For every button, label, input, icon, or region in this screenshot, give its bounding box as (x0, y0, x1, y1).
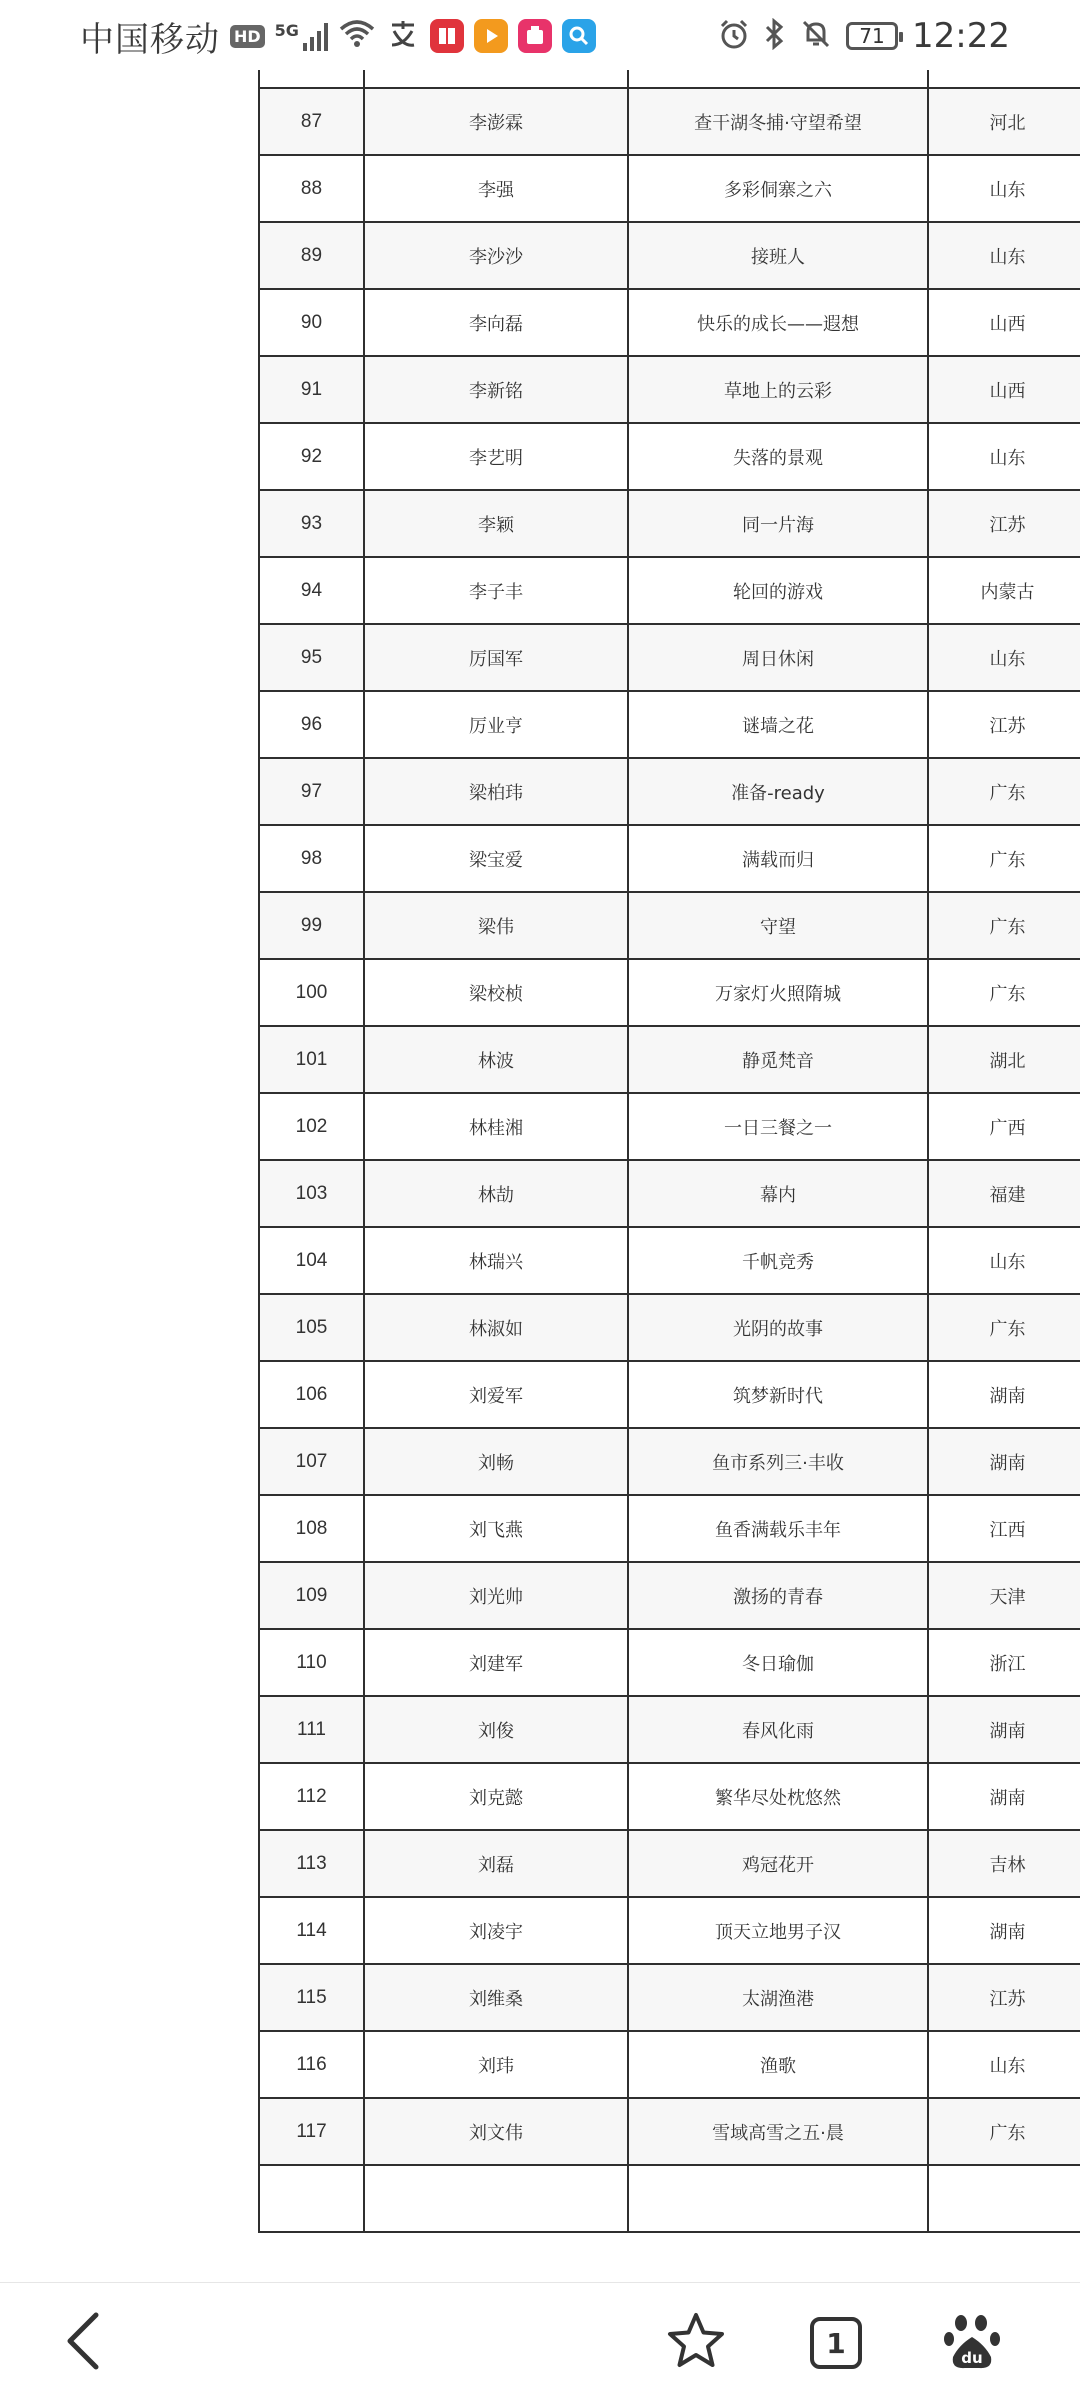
title-cell: 繁华尽处枕悠然 (628, 1763, 928, 1830)
search-app-icon (562, 19, 596, 53)
name-cell: 李子丰 (364, 557, 628, 624)
province-cell: 广东 (928, 2098, 1080, 2165)
name-cell: 刘飞燕 (364, 1495, 628, 1562)
rank-cell: 115 (259, 1964, 364, 2031)
title-cell: 周日休闲 (628, 624, 928, 691)
province-cell: 江苏 (928, 691, 1080, 758)
table-row (259, 423, 1080, 490)
table-row (259, 2031, 1080, 2098)
rank-cell: 91 (259, 356, 364, 423)
province-cell: 山东 (928, 2031, 1080, 2098)
table-row (259, 1093, 1080, 1160)
province-cell: 湖南 (928, 1696, 1080, 1763)
table-row (259, 1294, 1080, 1361)
rank-cell: 105 (259, 1294, 364, 1361)
province-cell: 山东 (928, 423, 1080, 490)
network-indicator (275, 21, 328, 51)
results-table-body (259, 21, 1080, 2232)
rank-cell (259, 2165, 364, 2232)
table-row (259, 1696, 1080, 1763)
province-cell: 福建 (928, 1160, 1080, 1227)
title-cell: 鸡冠花开 (628, 1830, 928, 1897)
title-cell: 快乐的成长——遐想 (628, 289, 928, 356)
table-row (259, 892, 1080, 959)
title-cell: 太湖渔港 (628, 1964, 928, 2031)
name-cell: 梁柏玮 (364, 758, 628, 825)
name-cell: 厉业亨 (364, 691, 628, 758)
title-cell: 顶天立地男子汉 (628, 1897, 928, 1964)
table-row (259, 1763, 1080, 1830)
rank-cell: 88 (259, 155, 364, 222)
title-cell: 接班人 (628, 222, 928, 289)
signal-icon (303, 21, 328, 51)
sale-app-icon (518, 19, 552, 53)
title-cell: 查干湖冬捕·守望希望 (628, 88, 928, 155)
rank-cell: 101 (259, 1026, 364, 1093)
title-cell: 一日三餐之一 (628, 1093, 928, 1160)
rank-cell: 102 (259, 1093, 364, 1160)
table-row (259, 1160, 1080, 1227)
table-row (259, 490, 1080, 557)
title-cell: 光阴的故事 (628, 1294, 928, 1361)
rank-cell: 114 (259, 1897, 364, 1964)
favorite-icon (665, 2311, 727, 2375)
carrier-name: 中国移动 (80, 19, 220, 60)
table-row (259, 1227, 1080, 1294)
table-row (259, 88, 1080, 155)
name-cell: 梁宝爱 (364, 825, 628, 892)
table-row (259, 1964, 1080, 2031)
province-cell: 河北 (928, 88, 1080, 155)
name-cell: 林桂湘 (364, 1093, 628, 1160)
province-cell: 湖南 (928, 1361, 1080, 1428)
name-cell: 李艺明 (364, 423, 628, 490)
name-cell: 李新铭 (364, 356, 628, 423)
rank-cell: 107 (259, 1428, 364, 1495)
province-cell (928, 2165, 1080, 2232)
rank-cell: 95 (259, 624, 364, 691)
province-cell: 内蒙古 (928, 557, 1080, 624)
name-cell: 梁伟 (364, 892, 628, 959)
name-cell: 林劼 (364, 1160, 628, 1227)
battery-indicator: 71 (846, 22, 898, 50)
title-cell: 筑梦新时代 (628, 1361, 928, 1428)
title-cell: 雪域高雪之五·晨 (628, 2098, 928, 2165)
province-cell: 山东 (928, 624, 1080, 691)
bluetooth-icon (764, 18, 786, 54)
rank-cell: 96 (259, 691, 364, 758)
rank-cell: 97 (259, 758, 364, 825)
title-cell: 渔歌 (628, 2031, 928, 2098)
title-cell: 守望 (628, 892, 928, 959)
tabs-icon (809, 2316, 863, 2370)
video-app-icon (474, 19, 508, 53)
mute-icon (800, 18, 832, 54)
favorite-button[interactable] (656, 2303, 736, 2383)
tabs-button[interactable] (796, 2303, 876, 2383)
rank-cell: 104 (259, 1227, 364, 1294)
svg-text:du: du (961, 2349, 983, 2367)
hd-badge: HD (230, 25, 265, 48)
name-cell: 林波 (364, 1026, 628, 1093)
table-row (259, 1026, 1080, 1093)
rank-cell: 112 (259, 1763, 364, 1830)
province-cell: 广东 (928, 758, 1080, 825)
title-cell: 冬日瑜伽 (628, 1629, 928, 1696)
title-cell: 千帆竞秀 (628, 1227, 928, 1294)
table-row (259, 1897, 1080, 1964)
rank-cell: 90 (259, 289, 364, 356)
title-cell: 激扬的青春 (628, 1562, 928, 1629)
table-row (259, 222, 1080, 289)
title-cell: 幕内 (628, 1160, 928, 1227)
table-row (259, 691, 1080, 758)
name-cell: 李向磊 (364, 289, 628, 356)
title-cell: 静觅梵音 (628, 1026, 928, 1093)
table-row (259, 155, 1080, 222)
province-cell: 湖南 (928, 1897, 1080, 1964)
title-cell: 多彩侗寨之六 (628, 155, 928, 222)
rank-cell: 93 (259, 490, 364, 557)
table-row (259, 1629, 1080, 1696)
table-row (259, 289, 1080, 356)
table-row (259, 1428, 1080, 1495)
rank-cell: 89 (259, 222, 364, 289)
name-cell: 刘建军 (364, 1629, 628, 1696)
province-cell: 广东 (928, 825, 1080, 892)
back-button[interactable] (44, 2303, 124, 2383)
status-right (718, 14, 1010, 58)
province-cell: 吉林 (928, 1830, 1080, 1897)
rank-cell: 116 (259, 2031, 364, 2098)
title-cell: 鱼香满载乐丰年 (628, 1495, 928, 1562)
name-cell: 李强 (364, 155, 628, 222)
province-cell: 山东 (928, 155, 1080, 222)
title-cell: 同一片海 (628, 490, 928, 557)
province-cell: 山西 (928, 356, 1080, 423)
title-cell: 万家灯火照隋城 (628, 959, 928, 1026)
name-cell: 李沙沙 (364, 222, 628, 289)
province-cell: 山东 (928, 222, 1080, 289)
back-icon (62, 2311, 106, 2375)
table-row (259, 2098, 1080, 2165)
title-cell: 满载而归 (628, 825, 928, 892)
name-cell: 刘玮 (364, 2031, 628, 2098)
table-row (259, 2165, 1080, 2232)
name-cell: 梁校桢 (364, 959, 628, 1026)
table-row (259, 825, 1080, 892)
status-left (80, 14, 596, 58)
rank-cell: 87 (259, 88, 364, 155)
table-row (259, 356, 1080, 423)
rank-cell: 103 (259, 1160, 364, 1227)
rank-cell: 110 (259, 1629, 364, 1696)
table-row (259, 1495, 1080, 1562)
name-cell: 林瑞兴 (364, 1227, 628, 1294)
name-cell: 厉国军 (364, 624, 628, 691)
tab-count: 1 (826, 2326, 846, 2360)
title-cell: 准备-ready (628, 758, 928, 825)
wifi-icon (338, 19, 376, 53)
name-cell: 刘克懿 (364, 1763, 628, 1830)
name-cell: 林淑如 (364, 1294, 628, 1361)
province-cell: 江西 (928, 1495, 1080, 1562)
name-cell: 刘光帅 (364, 1562, 628, 1629)
table-row (259, 758, 1080, 825)
name-cell: 刘凌宇 (364, 1897, 628, 1964)
table-row (259, 1361, 1080, 1428)
rank-cell: 113 (259, 1830, 364, 1897)
name-cell: 刘俊 (364, 1696, 628, 1763)
rank-cell: 94 (259, 557, 364, 624)
alarm-icon (718, 18, 750, 54)
rank-cell: 106 (259, 1361, 364, 1428)
title-cell: 草地上的云彩 (628, 356, 928, 423)
province-cell: 广东 (928, 959, 1080, 1026)
province-cell: 广西 (928, 1093, 1080, 1160)
province-cell: 江苏 (928, 1964, 1080, 2031)
province-cell: 山西 (928, 289, 1080, 356)
rank-cell: 99 (259, 892, 364, 959)
province-cell: 湖南 (928, 1428, 1080, 1495)
rank-cell: 100 (259, 959, 364, 1026)
table-row (259, 557, 1080, 624)
name-cell: 刘畅 (364, 1428, 628, 1495)
name-cell: 李澎霖 (364, 88, 628, 155)
status-bar (0, 0, 1080, 70)
reader-app-icon (430, 19, 464, 53)
browser-bottom-bar (0, 2282, 1080, 2401)
network-type: 5G (274, 21, 299, 40)
title-cell: 春风化雨 (628, 1696, 928, 1763)
title-cell (628, 2165, 928, 2232)
name-cell (364, 2165, 628, 2232)
text-tool-icon (386, 17, 420, 55)
title-cell: 鱼市系列三·丰收 (628, 1428, 928, 1495)
title-cell: 轮回的游戏 (628, 557, 928, 624)
baidu-icon (943, 2311, 1001, 2375)
name-cell: 刘磊 (364, 1830, 628, 1897)
province-cell: 浙江 (928, 1629, 1080, 1696)
name-cell: 李颖 (364, 490, 628, 557)
province-cell: 山东 (928, 1227, 1080, 1294)
province-cell: 湖南 (928, 1763, 1080, 1830)
name-cell: 刘维桑 (364, 1964, 628, 2031)
table-row (259, 1830, 1080, 1897)
table-row (259, 624, 1080, 691)
province-cell: 广东 (928, 892, 1080, 959)
clock: 12:22 (912, 16, 1010, 56)
title-cell: 谜墙之花 (628, 691, 928, 758)
province-cell: 湖北 (928, 1026, 1080, 1093)
rank-cell: 117 (259, 2098, 364, 2165)
table-row (259, 959, 1080, 1026)
baidu-button[interactable] (932, 2303, 1012, 2383)
rank-cell: 92 (259, 423, 364, 490)
rank-cell: 98 (259, 825, 364, 892)
province-cell: 广东 (928, 1294, 1080, 1361)
name-cell: 刘文伟 (364, 2098, 628, 2165)
title-cell: 失落的景观 (628, 423, 928, 490)
rank-cell: 108 (259, 1495, 364, 1562)
rank-cell: 109 (259, 1562, 364, 1629)
province-cell: 天津 (928, 1562, 1080, 1629)
name-cell: 刘爱军 (364, 1361, 628, 1428)
rank-cell: 111 (259, 1696, 364, 1763)
province-cell: 江苏 (928, 490, 1080, 557)
results-table (258, 20, 1080, 2233)
table-row (259, 1562, 1080, 1629)
